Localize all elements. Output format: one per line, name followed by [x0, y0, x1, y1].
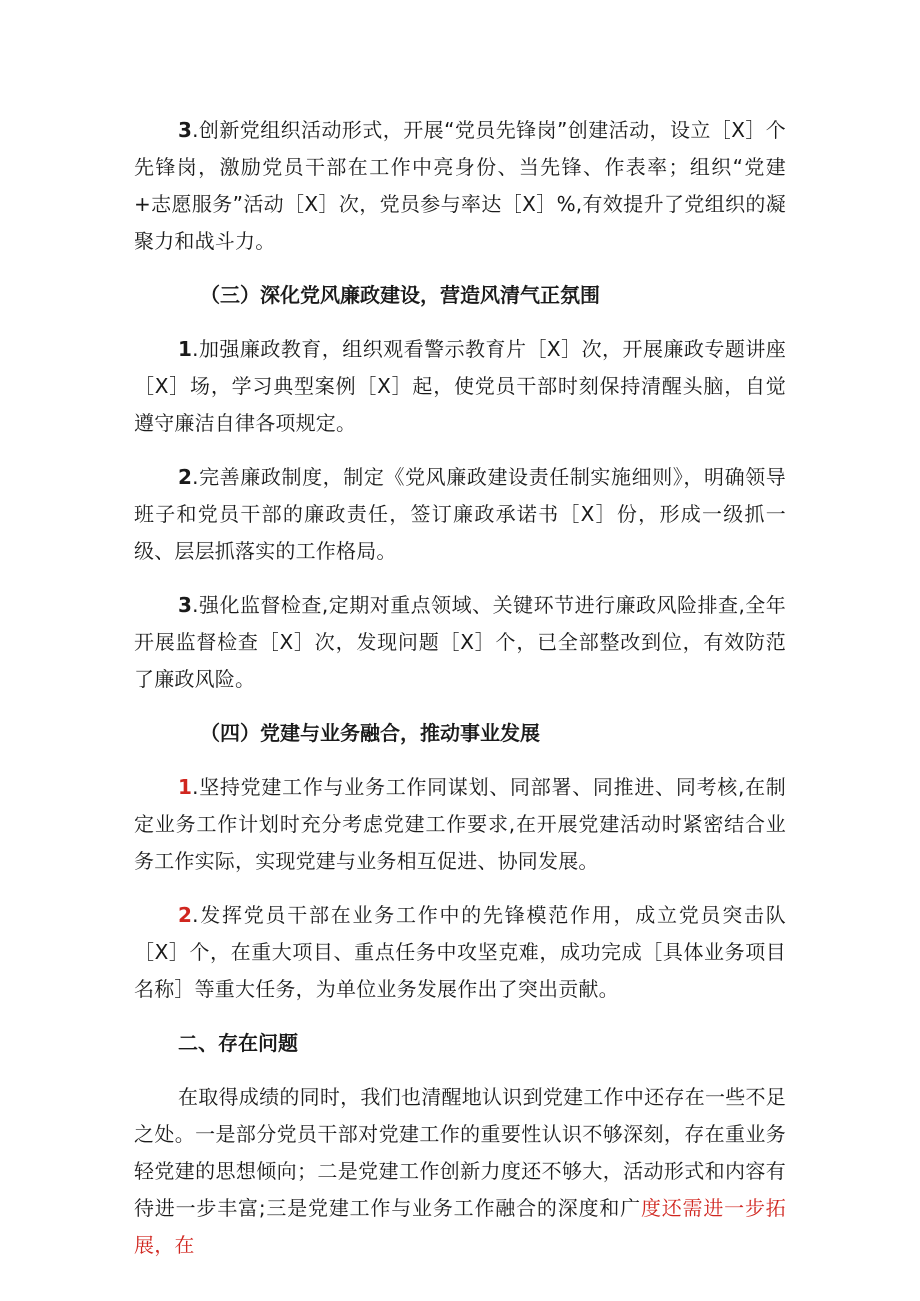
paragraph-text: .加强廉政教育，组织观看警示教育片［X］次，开展廉政专题讲座［X］场，学习典型案例［X］起，使党员干部时刻保持清醒头脑，自觉遵守廉洁自律各项规定。 — [134, 337, 786, 435]
item-number: 3 — [178, 593, 193, 617]
paragraph-text: .创新党组织活动形式，开展“党员先锋岗”创建活动，设立［X］个先锋岗，激励党员干部在工作中亮身份、当先锋、作表率；组织“党建+志愿服务”活动［X］次，党员参与率达［X］%,有效提升了党组织的凝聚力和战斗力。 — [134, 118, 786, 253]
paragraph-s3-item-2 — [134, 459, 786, 570]
paragraph-text: .发挥党员干部在业务工作中的先锋模范作用，成立党员突击队［X］个，在重大项目、重点任务中攻坚克难，成功完成［具体业务项目名称］等重大任务，为单位业务发展作出了突出贡献。 — [134, 903, 786, 1001]
paragraph-s4-item-1 — [134, 769, 786, 880]
item-number: 2 — [178, 465, 193, 489]
section-4-heading: （四）党建与业务融合，推动事业发展 — [200, 721, 540, 745]
paragraph-text: .完善廉政制度，制定《党风廉政建设责任制实施细则》，明确领导班子和党员干部的廉政责任，签订廉政承诺书［X］份，形成一级抓一级、层层抓落实的工作格局。 — [134, 465, 786, 563]
paragraph-text: .坚持党建工作与业务工作同谋划、同部署、同推进、同考核,在制定业务工作计划时充分考虑党建工作要求,在开展党建活动时紧密结合业务工作实际，实现党建与业务相互促进、协同发展。 — [134, 775, 786, 873]
paragraph-text-highlight: 度还需进一步拓展，在 — [134, 1196, 786, 1257]
item-number: 3 — [178, 118, 193, 142]
paragraph-s4-item-2 — [134, 897, 786, 1008]
paragraph-innovate-activities — [134, 112, 786, 260]
item-number: 1 — [178, 337, 193, 361]
section-3-heading: （三）深化党风廉政建设，营造风清气正氛围 — [200, 283, 600, 307]
document-page — [134, 112, 786, 1281]
item-number: 1 — [178, 775, 193, 799]
paragraph-problems — [134, 1079, 786, 1264]
problems-heading: 二、存在问题 — [178, 1031, 298, 1055]
paragraph-text: 在取得成绩的同时，我们也清醒地认识到党建工作中还存在一些不足之处。一是部分党员干部对党建工作的重要性认识不够深刻，存在重业务轻党建的思想倾向；二是党建工作创新力度还不够大，活动形式和内容有待进一步丰富;三是党建工作与业务工作融合的深度和广 — [134, 1085, 786, 1220]
paragraph-s3-item-3 — [134, 587, 786, 698]
paragraph-s3-item-1 — [134, 331, 786, 442]
item-number: 2 — [178, 903, 193, 927]
paragraph-text: .强化监督检查,定期对重点领域、关键环节进行廉政风险排查,全年开展监督检查［X］次，发现问题［X］个，已全部整改到位，有效防范了廉政风险。 — [134, 593, 786, 691]
